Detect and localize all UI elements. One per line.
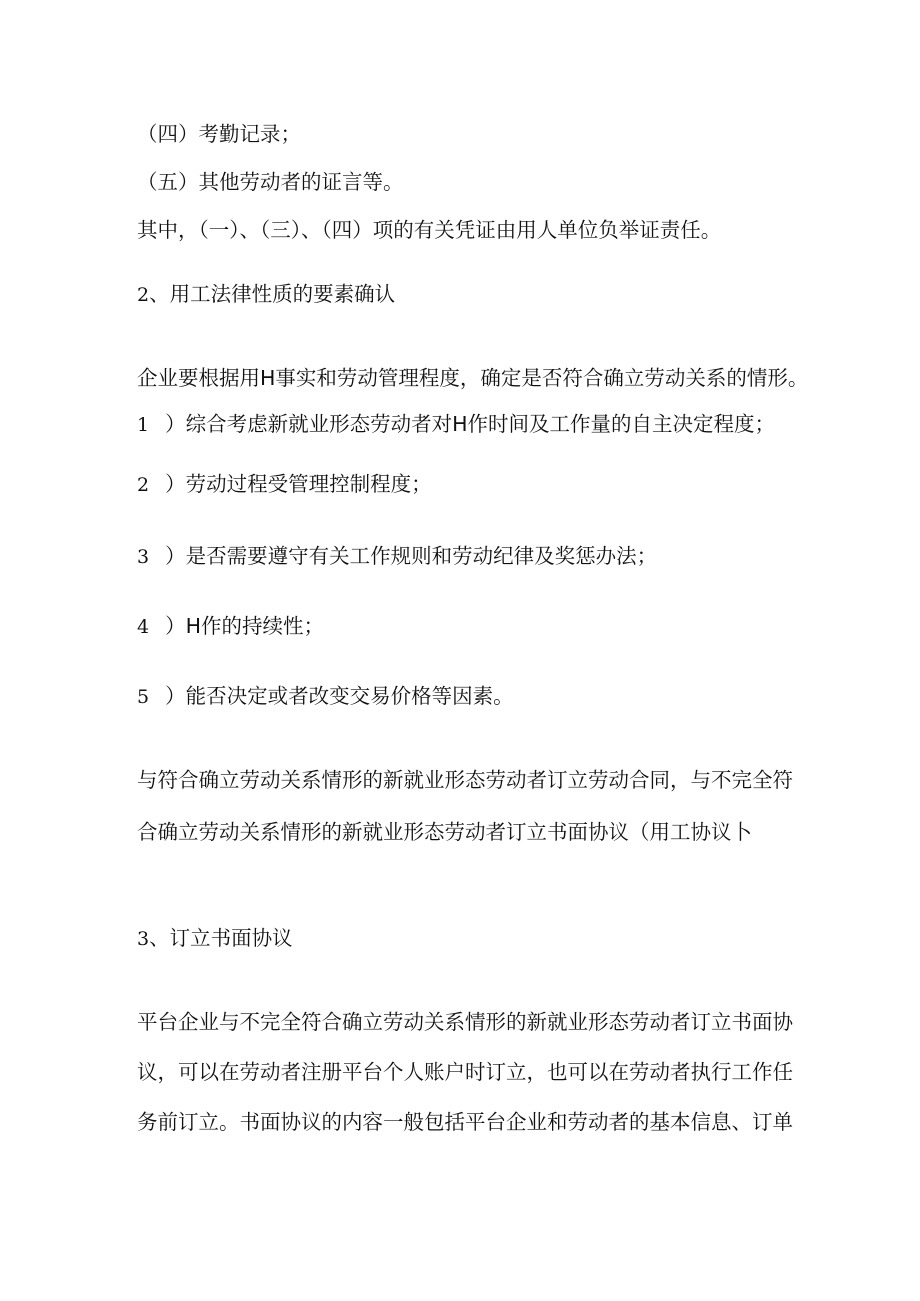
factor-item [137, 542, 657, 571]
section-title: 、订立书面协议 [149, 926, 293, 950]
contract-paragraph-line: 合确立劳动关系情形的新就业形态劳动者订立书面协议（用工协议卜 [137, 820, 752, 844]
factor-number: 3 [137, 546, 150, 568]
factor-number: 1 [137, 414, 150, 436]
agreement-paragraph-line: 平台企业与不完全符合确立劳动关系情形的新就业形态劳动者订立书面协 [137, 1010, 793, 1034]
factor-text: ）H作的持续性； [165, 614, 325, 638]
section-heading-2 [137, 280, 395, 309]
factor-text: ）是否需要遵守有关工作规则和劳动纪律及奖惩办法； [165, 544, 658, 568]
factor-number: 5 [137, 686, 150, 708]
factor-item [137, 612, 324, 641]
factor-text: ）劳动过程受管理控制程度； [165, 472, 432, 496]
list-item-4: （四）考勤记录； [137, 122, 301, 146]
factor-number: 2 [137, 474, 150, 496]
factor-text: ）能否决定或者改变交易价格等因素。 [165, 684, 514, 708]
agreement-paragraph-line: 议，可以在劳动者注册平台个人账户时订立，也可以在劳动者执行工作任 [137, 1060, 793, 1084]
agreement-paragraph-line: 务前订立。书面协议的内容一般包括平台企业和劳动者的基本信息、订单 [137, 1110, 793, 1134]
section-title: 、用工法律性质的要素确认 [149, 282, 396, 306]
factor-text: ）综合考虑新就业形态劳动者对H作时间及工作量的自主决定程度； [165, 412, 776, 436]
factor-item [137, 682, 514, 711]
section-number: 2 [137, 284, 150, 306]
section-heading-3 [137, 924, 293, 953]
factor-item [137, 410, 775, 439]
list-item-5: （五）其他劳动者的证言等。 [137, 170, 404, 194]
intro-paragraph: 企业要根据用H事实和劳动管理程度，确定是否符合确立劳动关系的情形。 [137, 366, 809, 390]
factor-item [137, 470, 432, 499]
contract-paragraph-line: 与符合确立劳动关系情形的新就业形态劳动者订立劳动合同，与不完全符 [137, 768, 793, 792]
section-number: 3 [137, 928, 150, 950]
burden-of-proof-note: 其中，（一）、（三）、（四）项的有关凭证由用人单位负举证责任。 [137, 218, 722, 242]
factor-number: 4 [137, 616, 150, 638]
